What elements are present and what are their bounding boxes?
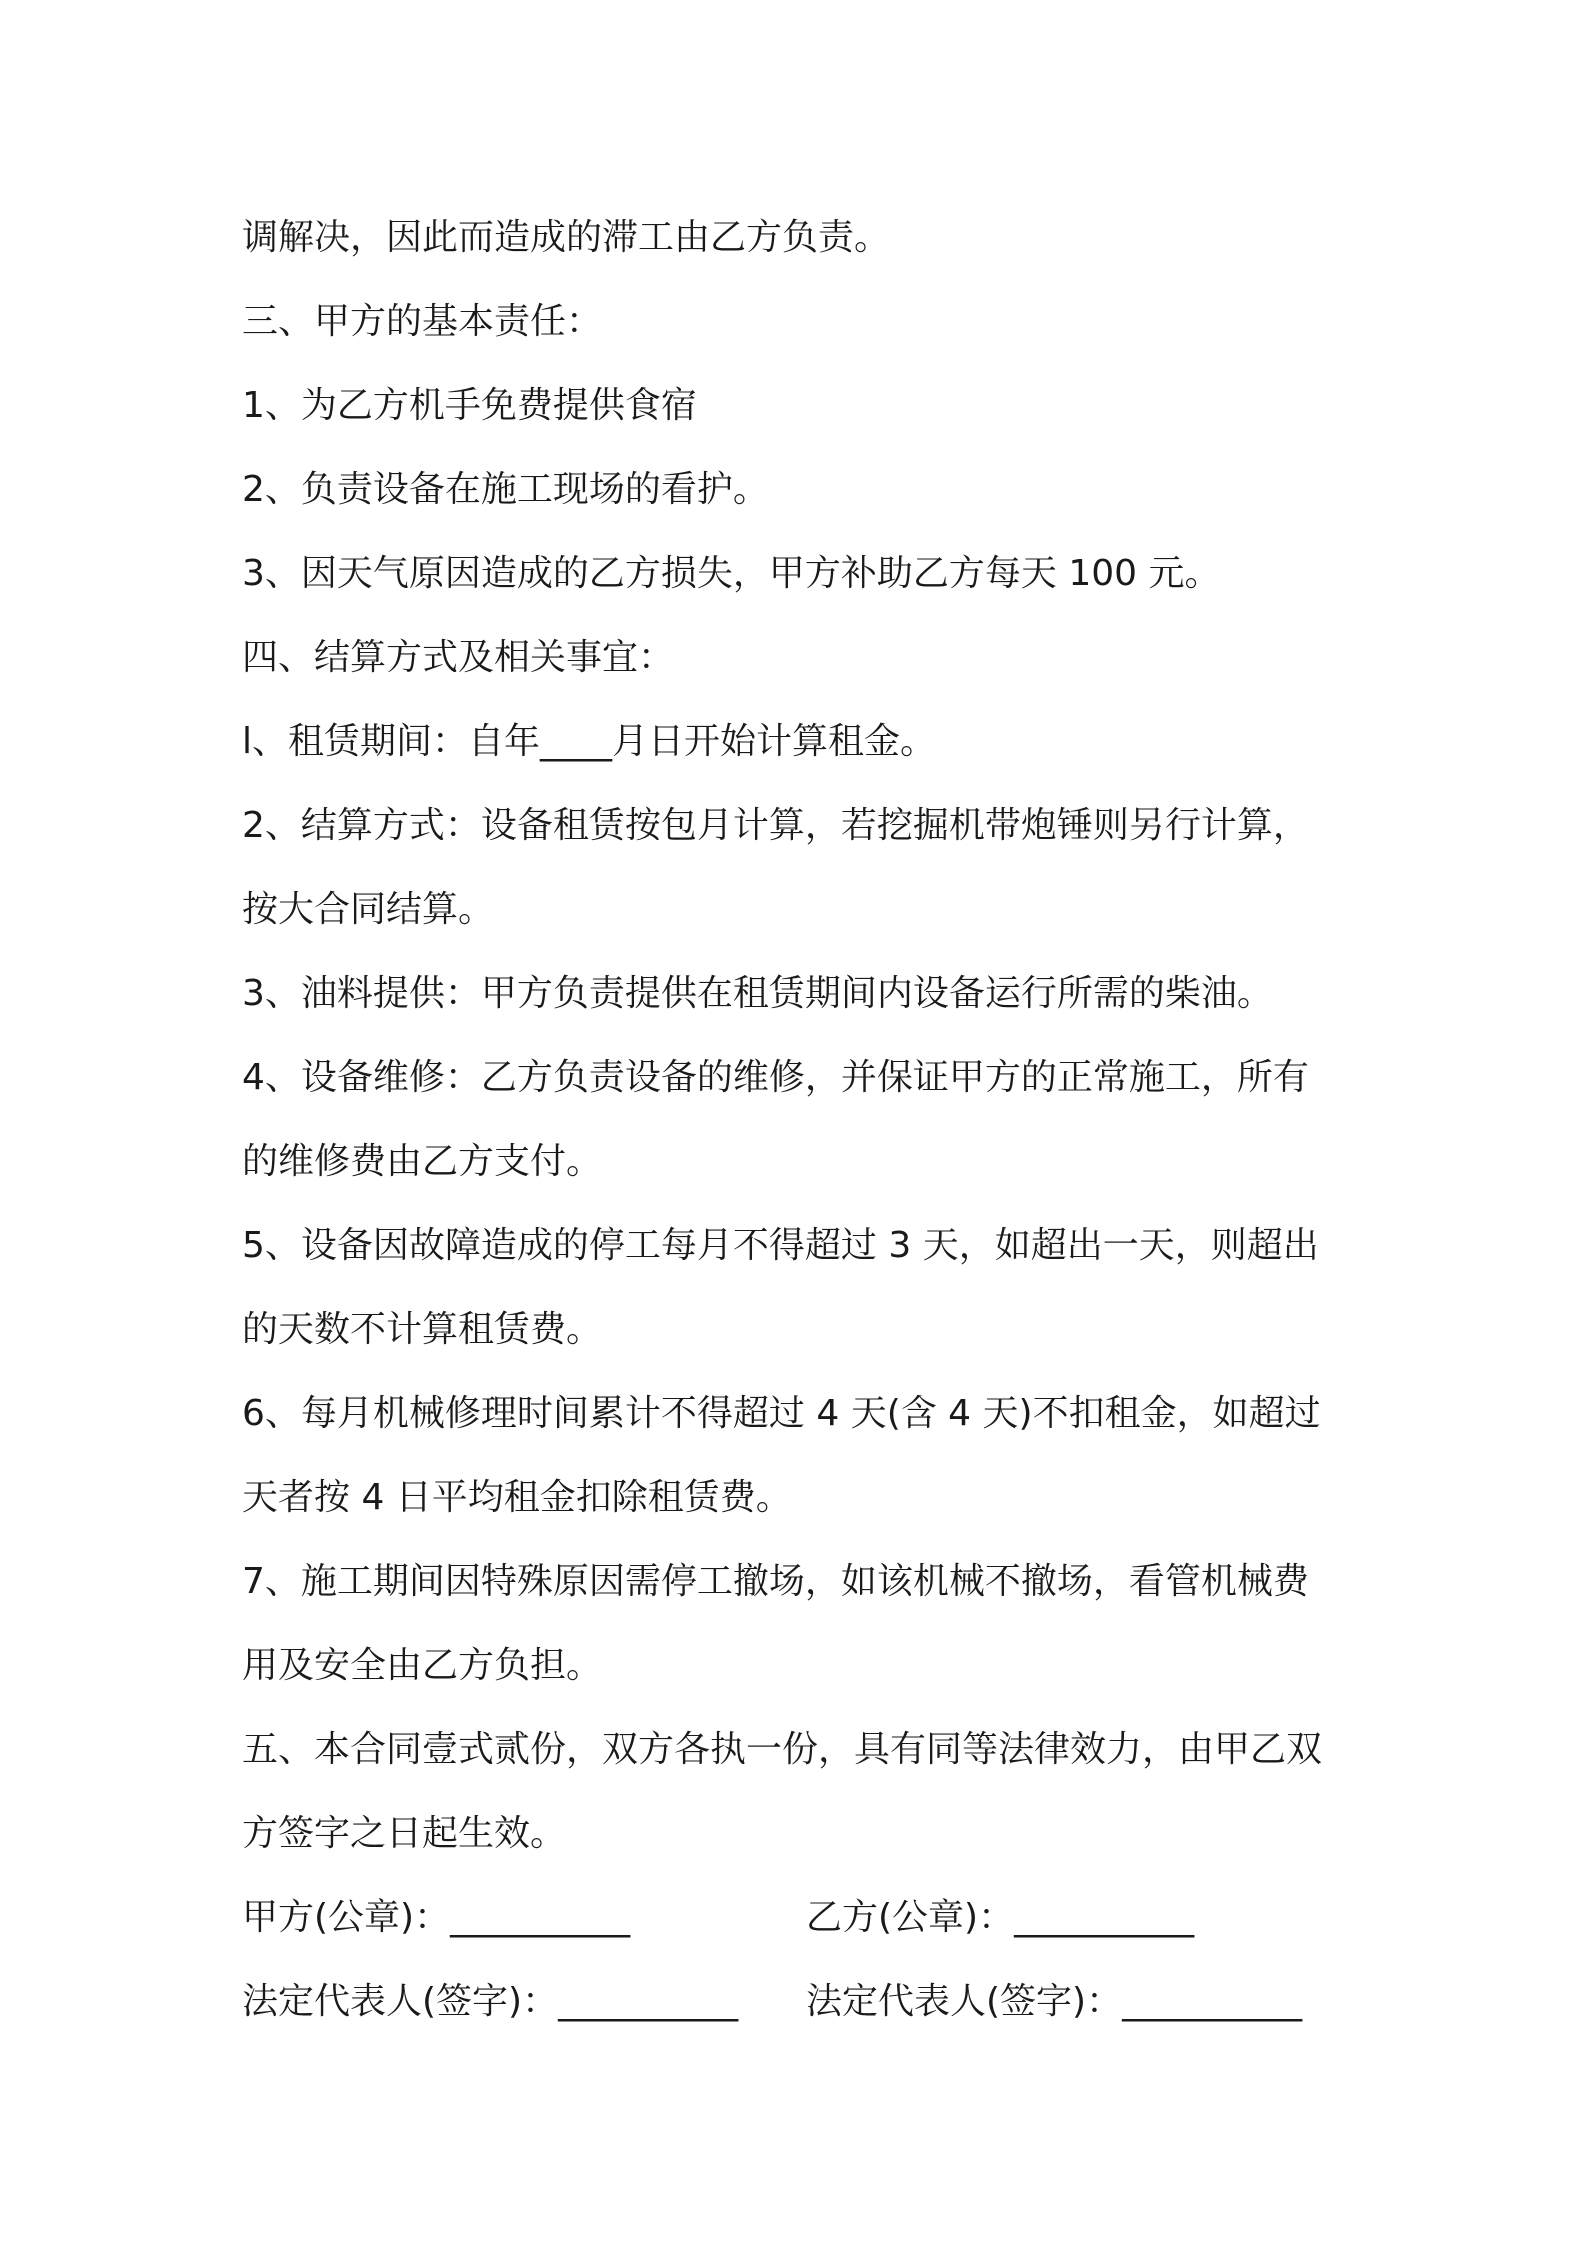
- document-body: [242, 196, 1362, 2044]
- signature-row-seal: [242, 1876, 1362, 1960]
- text-line: 7、施工期间因特殊原因需停工撤场，如该机械不撤场，看管机械费: [242, 1561, 1309, 1602]
- text-line: 的天数不计算租赁费。: [242, 1309, 603, 1350]
- section-heading: 三、甲方的基本责任：: [242, 301, 603, 342]
- signature-row-representative: [242, 1960, 1362, 2044]
- text-line: 4、设备维修：乙方负责设备的维修，并保证甲方的正常施工，所有: [242, 1057, 1309, 1098]
- text-line: l、租赁期间：自年____月日开始计算租金。: [242, 721, 937, 762]
- text-line: 2、结算方式：设备租赁按包月计算，若挖掘机带炮锤则另行计算，: [242, 805, 1309, 846]
- text-line: 6、每月机械修理时间累计不得超过 4 天(含 4 天)不扣租金，如超过: [242, 1393, 1321, 1434]
- text-line: 2、负责设备在施工现场的看护。: [242, 469, 769, 510]
- text-line: 的维修费由乙方支付。: [242, 1141, 603, 1182]
- text-line: 用及安全由乙方负担。: [242, 1645, 603, 1686]
- text-line: 5、设备因故障造成的停工每月不得超过 3 天，如超出一天，则超出: [242, 1225, 1319, 1266]
- text-line: 1、为乙方机手免费提供食宿: [242, 385, 697, 426]
- text-line: 方签字之日起生效。: [242, 1813, 567, 1854]
- party-a-seal-field: 甲方(公章)：__________: [242, 1897, 631, 1938]
- party-b-seal-field: 乙方(公章)：__________: [806, 1897, 1195, 1938]
- text-line: 3、因天气原因造成的乙方损失，甲方补助乙方每天 100 元。: [242, 553, 1221, 594]
- party-a-representative-field: 法定代表人(签字)：__________: [242, 1981, 739, 2022]
- section-heading: 五、本合同壹式贰份，双方各执一份，具有同等法律效力，由甲乙双: [242, 1729, 1323, 1770]
- text-line: 天者按 4 日平均租金扣除租赁费。: [242, 1477, 792, 1518]
- section-heading: 四、结算方式及相关事宜：: [242, 637, 675, 678]
- text-line: 3、油料提供：甲方负责提供在租赁期间内设备运行所需的柴油。: [242, 973, 1273, 1014]
- party-b-representative-field: 法定代表人(签字)：__________: [806, 1981, 1303, 2022]
- text-line: 调解决，因此而造成的滞工由乙方负责。: [242, 217, 891, 258]
- text-line: 按大合同结算。: [242, 889, 495, 930]
